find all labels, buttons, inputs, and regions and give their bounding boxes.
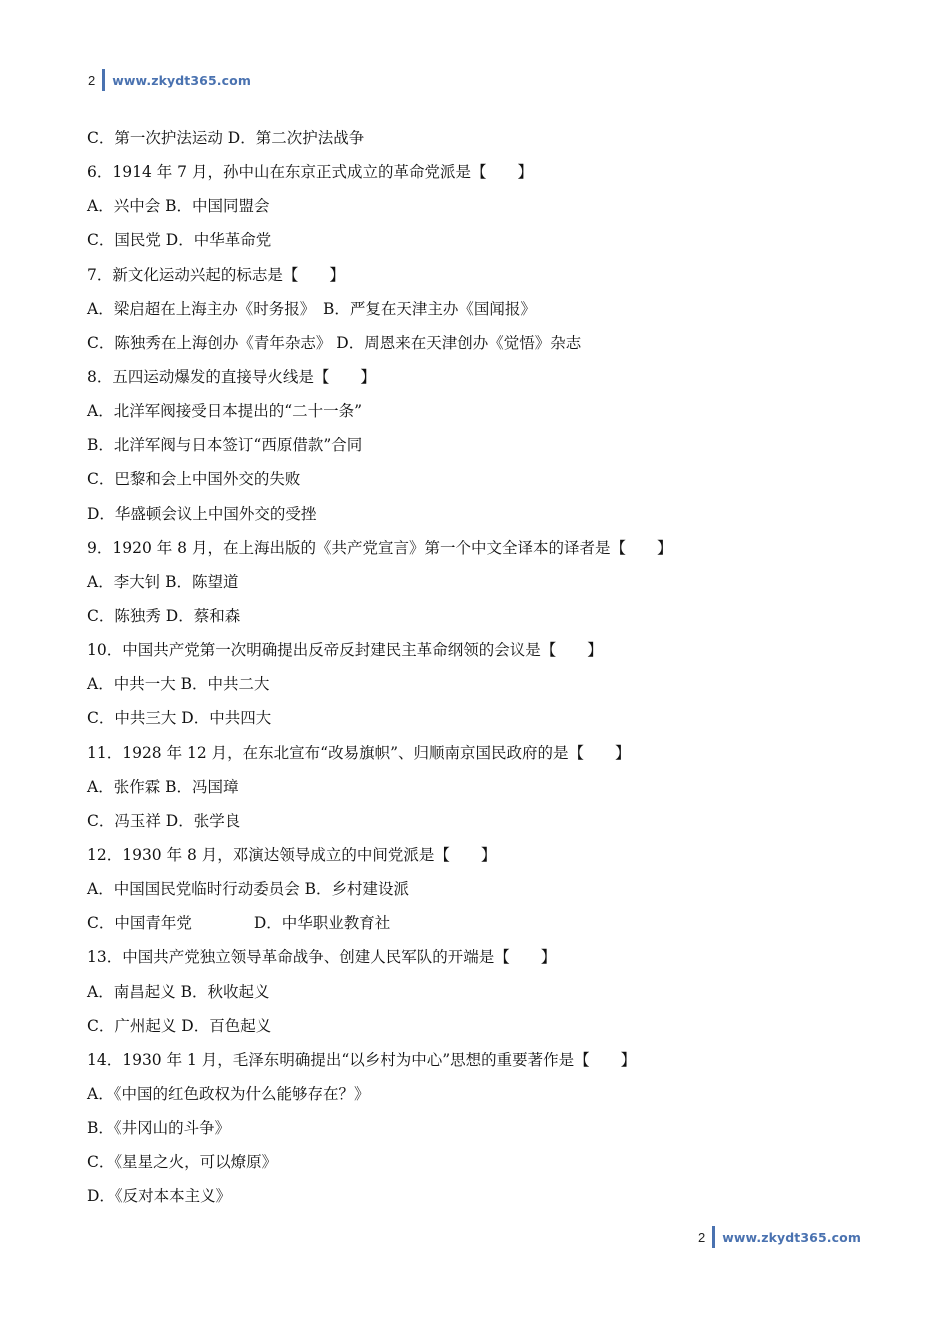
question-13: 13．中国共产党独立领导革命战争、创建人民军队的开端是【 】 <box>87 948 557 967</box>
page-header <box>88 68 251 92</box>
question-10-options-ab: A．中共一大 B．中共二大 <box>87 675 270 694</box>
header-page-number: 2 <box>88 72 96 88</box>
question-8: 8．五四运动爆发的直接导火线是【 】 <box>87 367 376 386</box>
question-12-options-ab: A．中国国民党临时行动委员会 B．乡村建设派 <box>87 880 410 899</box>
question-13-options-ab: A．南昌起义 B．秋收起义 <box>87 982 270 1001</box>
question-11: 11．1928 年 12 月，在东北宣布“改易旗帜”、归顺南京国民政府的是【 】 <box>87 743 631 762</box>
question-14: 14．1930 年 1 月，毛泽东明确提出“以乡村为中心”思想的重要著作是【 】 <box>87 1050 637 1069</box>
footer-divider <box>712 1226 715 1248</box>
footer-site-url: www.zkydt365.com <box>722 1229 861 1245</box>
question-8-option-b: B．北洋军阀与日本签订“西原借款”合同 <box>87 436 363 455</box>
question-6: 6．1914 年 7 月，孙中山在东京正式成立的革命党派是【 】 <box>87 163 533 182</box>
question-14-option-a: A．《中国的红色政权为什么能够存在？》 <box>87 1084 370 1103</box>
question-7-options-ab: A．梁启超在上海主办《时务报》 B．严复在天津主办《国闻报》 <box>87 299 536 318</box>
question-9-options-ab: A．李大钊 B．陈望道 <box>87 572 239 591</box>
footer-page-number: 2 <box>698 1229 706 1245</box>
header-divider <box>102 69 105 91</box>
question-9-options-cd: C．陈独秀 D．蔡和森 <box>87 606 241 625</box>
page-footer <box>698 1225 861 1249</box>
question-8-option-a: A．北洋军阀接受日本提出的“二十一条” <box>87 402 363 421</box>
question-8-option-d: D．华盛顿会议上中国外交的受挫 <box>87 504 317 523</box>
question-10-options-cd: C．中共三大 D．中共四大 <box>87 709 272 728</box>
question-9: 9．1920 年 8 月，在上海出版的《共产党宣言》第一个中文全译本的译者是【 】 <box>87 538 673 557</box>
question-10: 10．中国共产党第一次明确提出反帝反封建民主革命纲领的会议是【 】 <box>87 641 603 660</box>
question-14-option-b: B．《井冈山的斗争》 <box>87 1119 231 1138</box>
question-12-options-cd: C．中国青年党 D．中华职业教育社 <box>87 914 391 933</box>
question-14-option-c: C．《星星之火，可以燎原》 <box>87 1153 278 1172</box>
question-12: 12．1930 年 8 月，邓演达领导成立的中间党派是【 】 <box>87 845 497 864</box>
question-7: 7．新文化运动兴起的标志是【 】 <box>87 265 345 284</box>
question-6-options-cd: C．国民党 D．中华革命党 <box>87 231 272 250</box>
text-line: C．第一次护法运动 D．第二次护法战争 <box>87 129 365 147</box>
question-11-options-cd: C．冯玉祥 D．张学良 <box>87 811 241 830</box>
question-7-options-cd: C．陈独秀在上海创办《青年杂志》 D．周恩来在天津创办《觉悟》杂志 <box>87 333 582 352</box>
header-site-url: www.zkydt365.com <box>112 72 251 88</box>
question-14-option-d: D．《反对本本主义》 <box>87 1187 232 1206</box>
question-13-options-cd: C．广州起义 D．百色起义 <box>87 1016 272 1035</box>
question-8-option-c: C．巴黎和会上中国外交的失败 <box>87 470 301 489</box>
question-6-options-ab: A．兴中会 B．中国同盟会 <box>87 197 270 216</box>
question-11-options-ab: A．张作霖 B．冯国璋 <box>87 777 239 796</box>
document-body <box>87 126 877 1219</box>
